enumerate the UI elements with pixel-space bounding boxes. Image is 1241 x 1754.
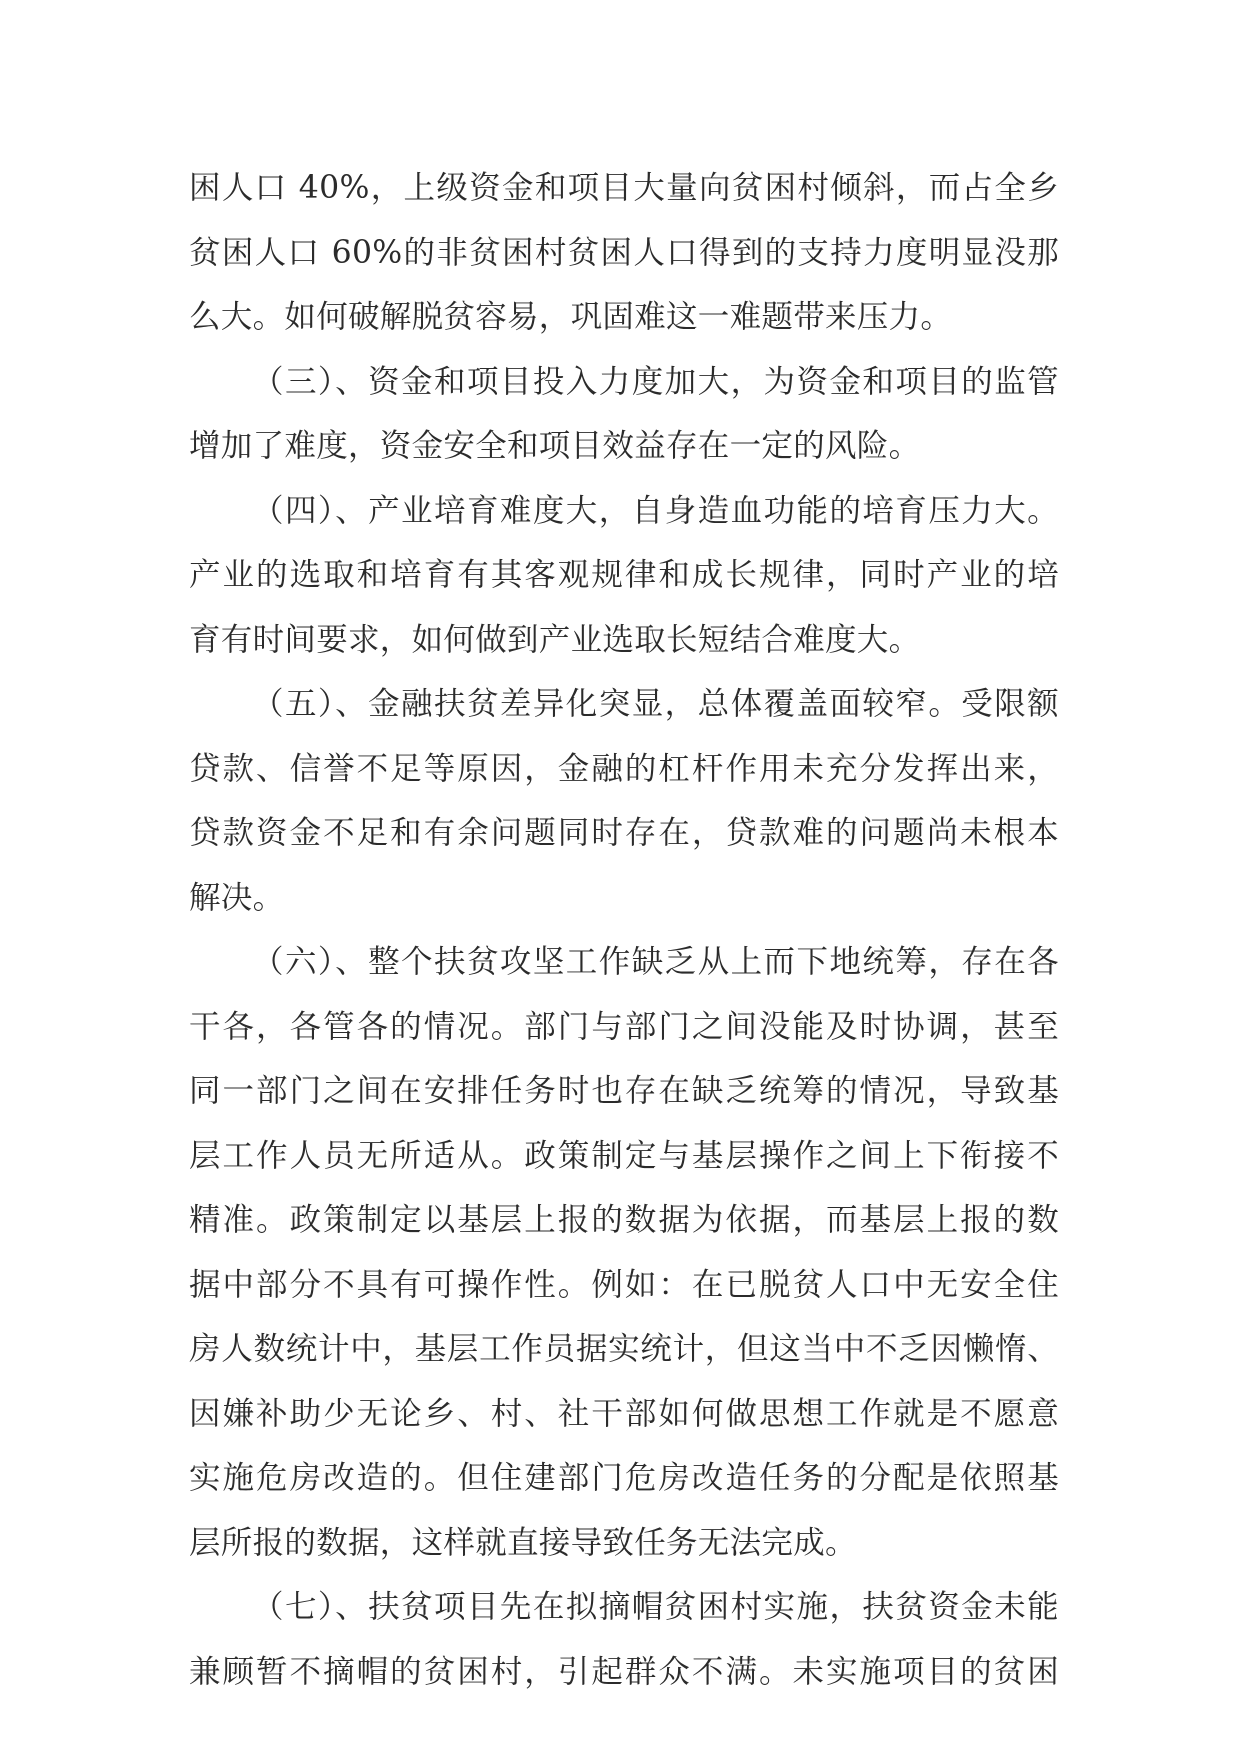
paragraph-item-4 [189,479,1059,673]
text-line: 层所报的数据，这样就直接导致任务无法完成。 [189,1524,857,1561]
paragraph-item-7 [189,1575,1059,1704]
text-line: （四）、产业培育难度大，自身造血功能的培育压力大。 [252,492,1059,529]
document-body [189,156,1059,1704]
text-line: （五）、金融扶贫差异化突显，总体覆盖面较窄。受限额 [252,686,1059,722]
text-line: 贫困人口 60%的非贫困村贫困人口得到的支持力度明显没那 [189,234,1059,271]
text-line: 贷款、信誉不足等原因，金融的杠杆作用未充分发挥出来， [189,750,1059,787]
paragraph-item-3 [189,350,1059,479]
text-line: 增加了难度，资金安全和项目效益存在一定的风险。 [189,428,921,464]
paragraph-item-6 [189,930,1059,1575]
text-line: 同一部门之间在安排任务时也存在缺乏统筹的情况，导致基 [189,1073,1059,1109]
text-line: 精准。政策制定以基层上报的数据为依据，而基层上报的数 [189,1202,1059,1238]
text-line: 据中部分不具有可操作性。例如：在已脱贫人口中无安全住 [189,1266,1059,1303]
text-line: 解决。 [189,879,285,916]
text-line: （三）、资金和项目投入力度加大，为资金和项目的监管 [252,363,1059,400]
text-line: 兼顾暂不摘帽的贫困村，引起群众不满。未实施项目的贫困 [189,1653,1059,1690]
text-line: 实施危房改造的。但住建部门危房改造任务的分配是依照基 [189,1460,1059,1496]
paragraph-continuation [189,156,1059,350]
text-line: 层工作人员无所适从。政策制定与基层操作之间上下衔接不 [189,1137,1059,1174]
text-line: 么大。如何破解脱贫容易，巩固难这一难题带来压力。 [189,299,953,335]
text-line: （七）、扶贫项目先在拟摘帽贫困村实施，扶贫资金未能 [252,1589,1059,1625]
text-line: （六）、整个扶贫攻坚工作缺乏从上而下地统筹，存在各 [252,944,1059,980]
text-line: 房人数统计中，基层工作员据实统计，但这当中不乏因懒惰、 [189,1331,1059,1367]
text-line: 产业的选取和培育有其客观规律和成长规律，同时产业的培 [189,557,1059,593]
text-line: 育有时间要求，如何做到产业选取长短结合难度大。 [189,621,921,658]
text-line: 因嫌补助少无论乡、村、社干部如何做思想工作就是不愿意 [189,1395,1059,1432]
text-line: 贷款资金不足和有余问题同时存在，贷款难的问题尚未根本 [189,815,1059,851]
text-line: 干各，各管各的情况。部门与部门之间没能及时协调，甚至 [189,1008,1059,1045]
text-line: 困人口 40%，上级资金和项目大量向贫困村倾斜，而占全乡 [189,170,1059,206]
paragraph-item-5 [189,672,1059,930]
